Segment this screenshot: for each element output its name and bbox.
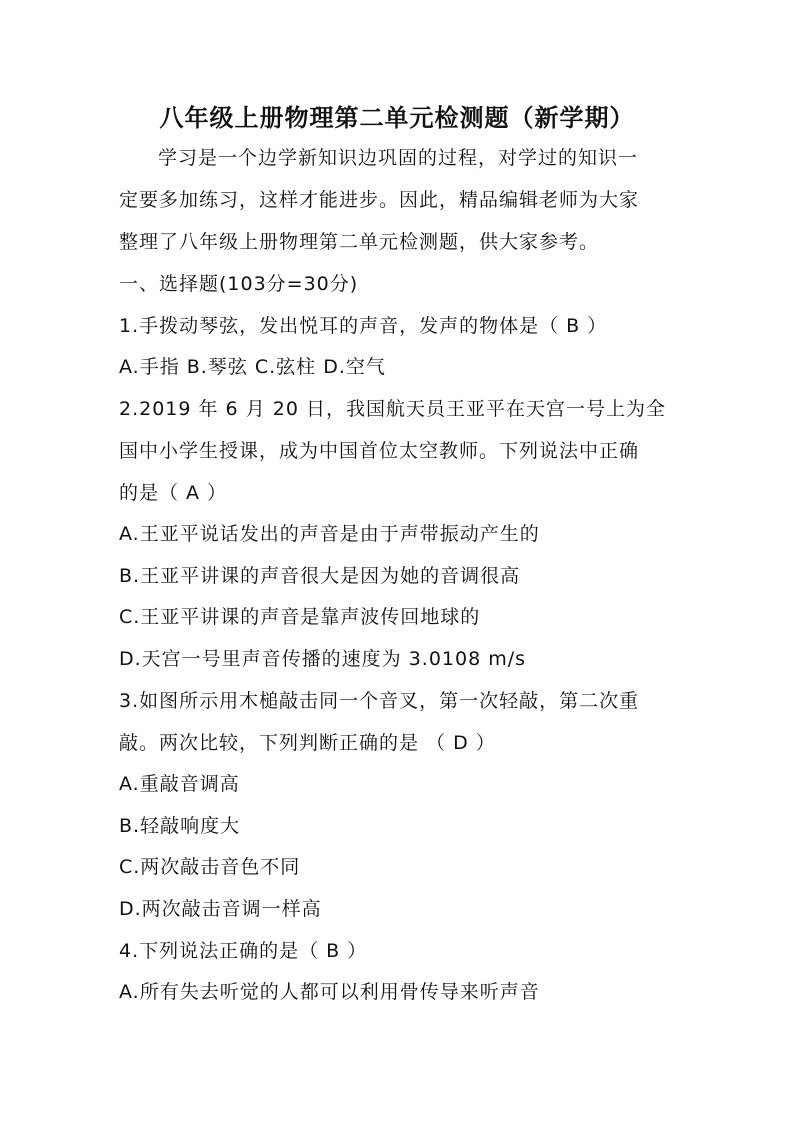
document-title: 八年级上册物理第二单元检测题（新学期） bbox=[159, 103, 635, 132]
question-3-line: 3.如图所示用木槌敲击同一个音叉，第一次轻敲，第二次重 bbox=[119, 690, 640, 712]
question-2-option-c: C.王亚平讲课的声音是靠声波传回地球的 bbox=[119, 606, 481, 628]
intro-line: 定要多加练习，这样才能进步。因此，精品编辑老师为大家 bbox=[119, 189, 640, 211]
intro-line: 学习是一个边学新知识边巩固的过程，对学过的知识一 bbox=[158, 147, 639, 169]
question-4-line: 4.下列说法正确的是（ B ） bbox=[119, 940, 368, 962]
question-1: 1.手拨动琴弦，发出悦耳的声音，发声的物体是（ B ） bbox=[119, 315, 608, 337]
question-4-option-a: A.所有失去听觉的人都可以利用骨传导来听声音 bbox=[119, 981, 540, 1003]
question-2-line: 的是（ A ） bbox=[119, 482, 228, 504]
question-3-option-c: C.两次敲击音色不同 bbox=[119, 856, 301, 878]
question-2-option-a: A.王亚平说话发出的声音是由于声带振动产生的 bbox=[119, 523, 540, 545]
question-3-option-b: B.轻敲响度大 bbox=[119, 815, 241, 837]
question-3-line: 敲。两次比较，下列判断正确的是 （ D ） bbox=[119, 732, 496, 754]
question-2-option-b: B.王亚平讲课的声音很大是因为她的音调很高 bbox=[119, 565, 521, 587]
question-1-options: A.手指 B.琴弦 C.弦柱 D.空气 bbox=[119, 356, 386, 378]
question-2-line: 国中小学生授课，成为中国首位太空教师。下列说法中正确 bbox=[119, 440, 640, 462]
question-3-option-a: A.重敲音调高 bbox=[119, 773, 240, 795]
section-heading: 一、选择题(103分=30分) bbox=[119, 273, 359, 295]
intro-line: 整理了八年级上册物理第二单元检测题，供大家参考。 bbox=[119, 231, 600, 253]
question-2-line: 2.2019 年 6 月 20 日，我国航天员王亚平在天宫一号上为全 bbox=[119, 398, 666, 420]
question-3-option-d: D.两次敲击音调一样高 bbox=[119, 898, 322, 920]
question-2-option-d: D.天宫一号里声音传播的速度为 3.0108 m/s bbox=[119, 648, 527, 670]
